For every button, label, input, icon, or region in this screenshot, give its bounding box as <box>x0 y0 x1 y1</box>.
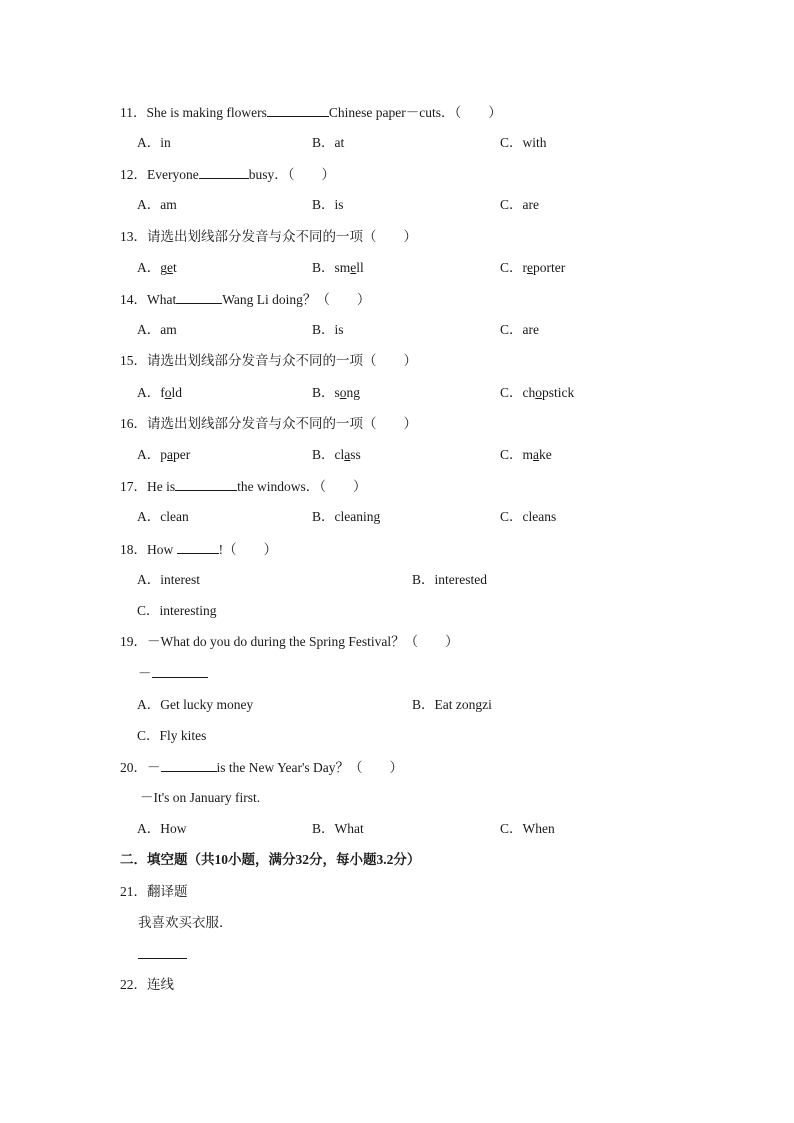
underlined-letter: o <box>164 385 172 400</box>
question-16 <box>120 415 417 433</box>
option-a[interactable]: A．fold <box>137 385 183 400</box>
question-19 <box>120 633 459 651</box>
question-12 <box>120 165 335 184</box>
question-text: What <box>147 292 177 307</box>
option-c[interactable]: C．reporter <box>500 260 566 275</box>
option-c[interactable]: C．are <box>500 197 539 212</box>
option-a[interactable]: A．am <box>137 322 177 337</box>
question-number: 15． <box>120 353 147 368</box>
underlined-letter: a <box>533 447 540 462</box>
underlined-letter: a <box>167 447 173 462</box>
question-text: 翻译题 <box>147 884 188 899</box>
question-21 <box>120 883 188 901</box>
section-heading: 二．填空题（共10小题，满分32分，每小题3.2分） <box>120 852 421 867</box>
reply-line: － <box>138 664 208 683</box>
question-number: 12． <box>120 167 147 182</box>
question-number: 11． <box>120 105 147 120</box>
option-b[interactable]: B．song <box>312 385 361 400</box>
option-b[interactable]: B．interested <box>412 572 487 587</box>
answer-blank[interactable] <box>177 540 219 554</box>
option-c[interactable]: C．chopstick <box>500 385 575 400</box>
question-number: 16． <box>120 416 147 431</box>
option-c[interactable]: C．When <box>500 821 555 836</box>
option-b[interactable]: B．cleaning <box>312 509 381 524</box>
question-text: How <box>147 542 177 557</box>
answer-blank[interactable] <box>176 290 222 304</box>
answer-blank[interactable] <box>161 758 217 772</box>
question-text: － <box>147 760 161 775</box>
option-c[interactable]: C．cleans <box>500 509 557 524</box>
question-number: 21． <box>120 884 147 899</box>
answer-blank[interactable] <box>267 103 329 117</box>
answer-blank[interactable] <box>138 945 187 959</box>
question-text: 请选出划线部分发音与众不同的一项（ ） <box>147 229 417 244</box>
question-17 <box>120 477 367 496</box>
underlined-letter: o <box>535 385 543 400</box>
underlined-letter: o <box>339 385 347 400</box>
question-text: 请选出划线部分发音与众不同的一项（ ） <box>147 353 417 368</box>
option-c[interactable]: C．Fly kites <box>137 728 207 743</box>
question-13 <box>120 228 417 246</box>
option-b[interactable]: B．What <box>312 821 364 836</box>
question-number: 13． <box>120 229 147 244</box>
question-number: 20． <box>120 760 147 775</box>
option-c[interactable]: C．interesting <box>137 603 217 618</box>
question-text: 请选出划线部分发音与众不同的一项（ ） <box>147 416 417 431</box>
option-b[interactable]: B．is <box>312 197 344 212</box>
option-a[interactable]: A．get <box>137 260 177 275</box>
question-number: 19． <box>120 634 147 649</box>
answer-line <box>138 945 187 964</box>
question-text: She is making flowers <box>146 105 267 120</box>
option-c[interactable]: C．with <box>500 135 547 150</box>
translation-prompt: 我喜欢买衣服． <box>138 915 233 930</box>
option-a[interactable]: A．interest <box>137 572 200 587</box>
answer-blank[interactable] <box>152 664 208 678</box>
question-number: 14． <box>120 292 147 307</box>
option-a[interactable]: A．paper <box>137 447 191 462</box>
option-a[interactable]: A．in <box>137 135 171 150</box>
option-a[interactable]: A．clean <box>137 509 189 524</box>
underlined-letter: e <box>527 260 534 275</box>
question-text: －What do you do during the Spring Festival？（ ） <box>147 634 459 649</box>
question-text: 连线 <box>147 977 174 992</box>
option-b[interactable]: B．is <box>312 322 344 337</box>
question-11 <box>120 103 502 122</box>
question-text: the windows．（ ） <box>237 479 367 494</box>
option-b[interactable]: B．smell <box>312 260 364 275</box>
option-b[interactable]: B．at <box>312 135 345 150</box>
question-22 <box>120 976 174 994</box>
reply-line: －It's on January first. <box>140 790 261 805</box>
question-text: busy．（ ） <box>248 167 335 182</box>
question-text: Wang Li doing？（ ） <box>222 292 371 307</box>
question-number: 18． <box>120 542 147 557</box>
option-a[interactable]: A．How <box>137 821 187 836</box>
question-14 <box>120 290 370 309</box>
answer-blank[interactable] <box>175 477 237 491</box>
option-b[interactable]: B．Eat zongzi <box>412 697 492 712</box>
option-a[interactable]: A．Get lucky money <box>137 697 254 712</box>
question-text: Everyone <box>147 167 199 182</box>
option-c[interactable]: C．are <box>500 322 539 337</box>
underlined-letter: a <box>344 447 351 462</box>
option-a[interactable]: A．am <box>137 197 177 212</box>
option-b[interactable]: B．class <box>312 447 361 462</box>
question-text: !（ ） <box>218 542 278 557</box>
question-number: 17． <box>120 479 147 494</box>
question-text: is the New Year's Day？（ ） <box>216 760 404 775</box>
question-number: 22． <box>120 977 147 992</box>
question-20 <box>120 758 403 777</box>
question-18 <box>120 540 277 559</box>
question-15 <box>120 352 417 370</box>
underlined-letter: e <box>350 260 357 275</box>
answer-blank[interactable] <box>199 165 249 179</box>
underlined-letter: e <box>167 260 173 275</box>
question-text: Chinese paper－cuts．（ ） <box>328 105 502 120</box>
option-c[interactable]: C．make <box>500 447 552 462</box>
question-text: He is <box>147 479 176 494</box>
